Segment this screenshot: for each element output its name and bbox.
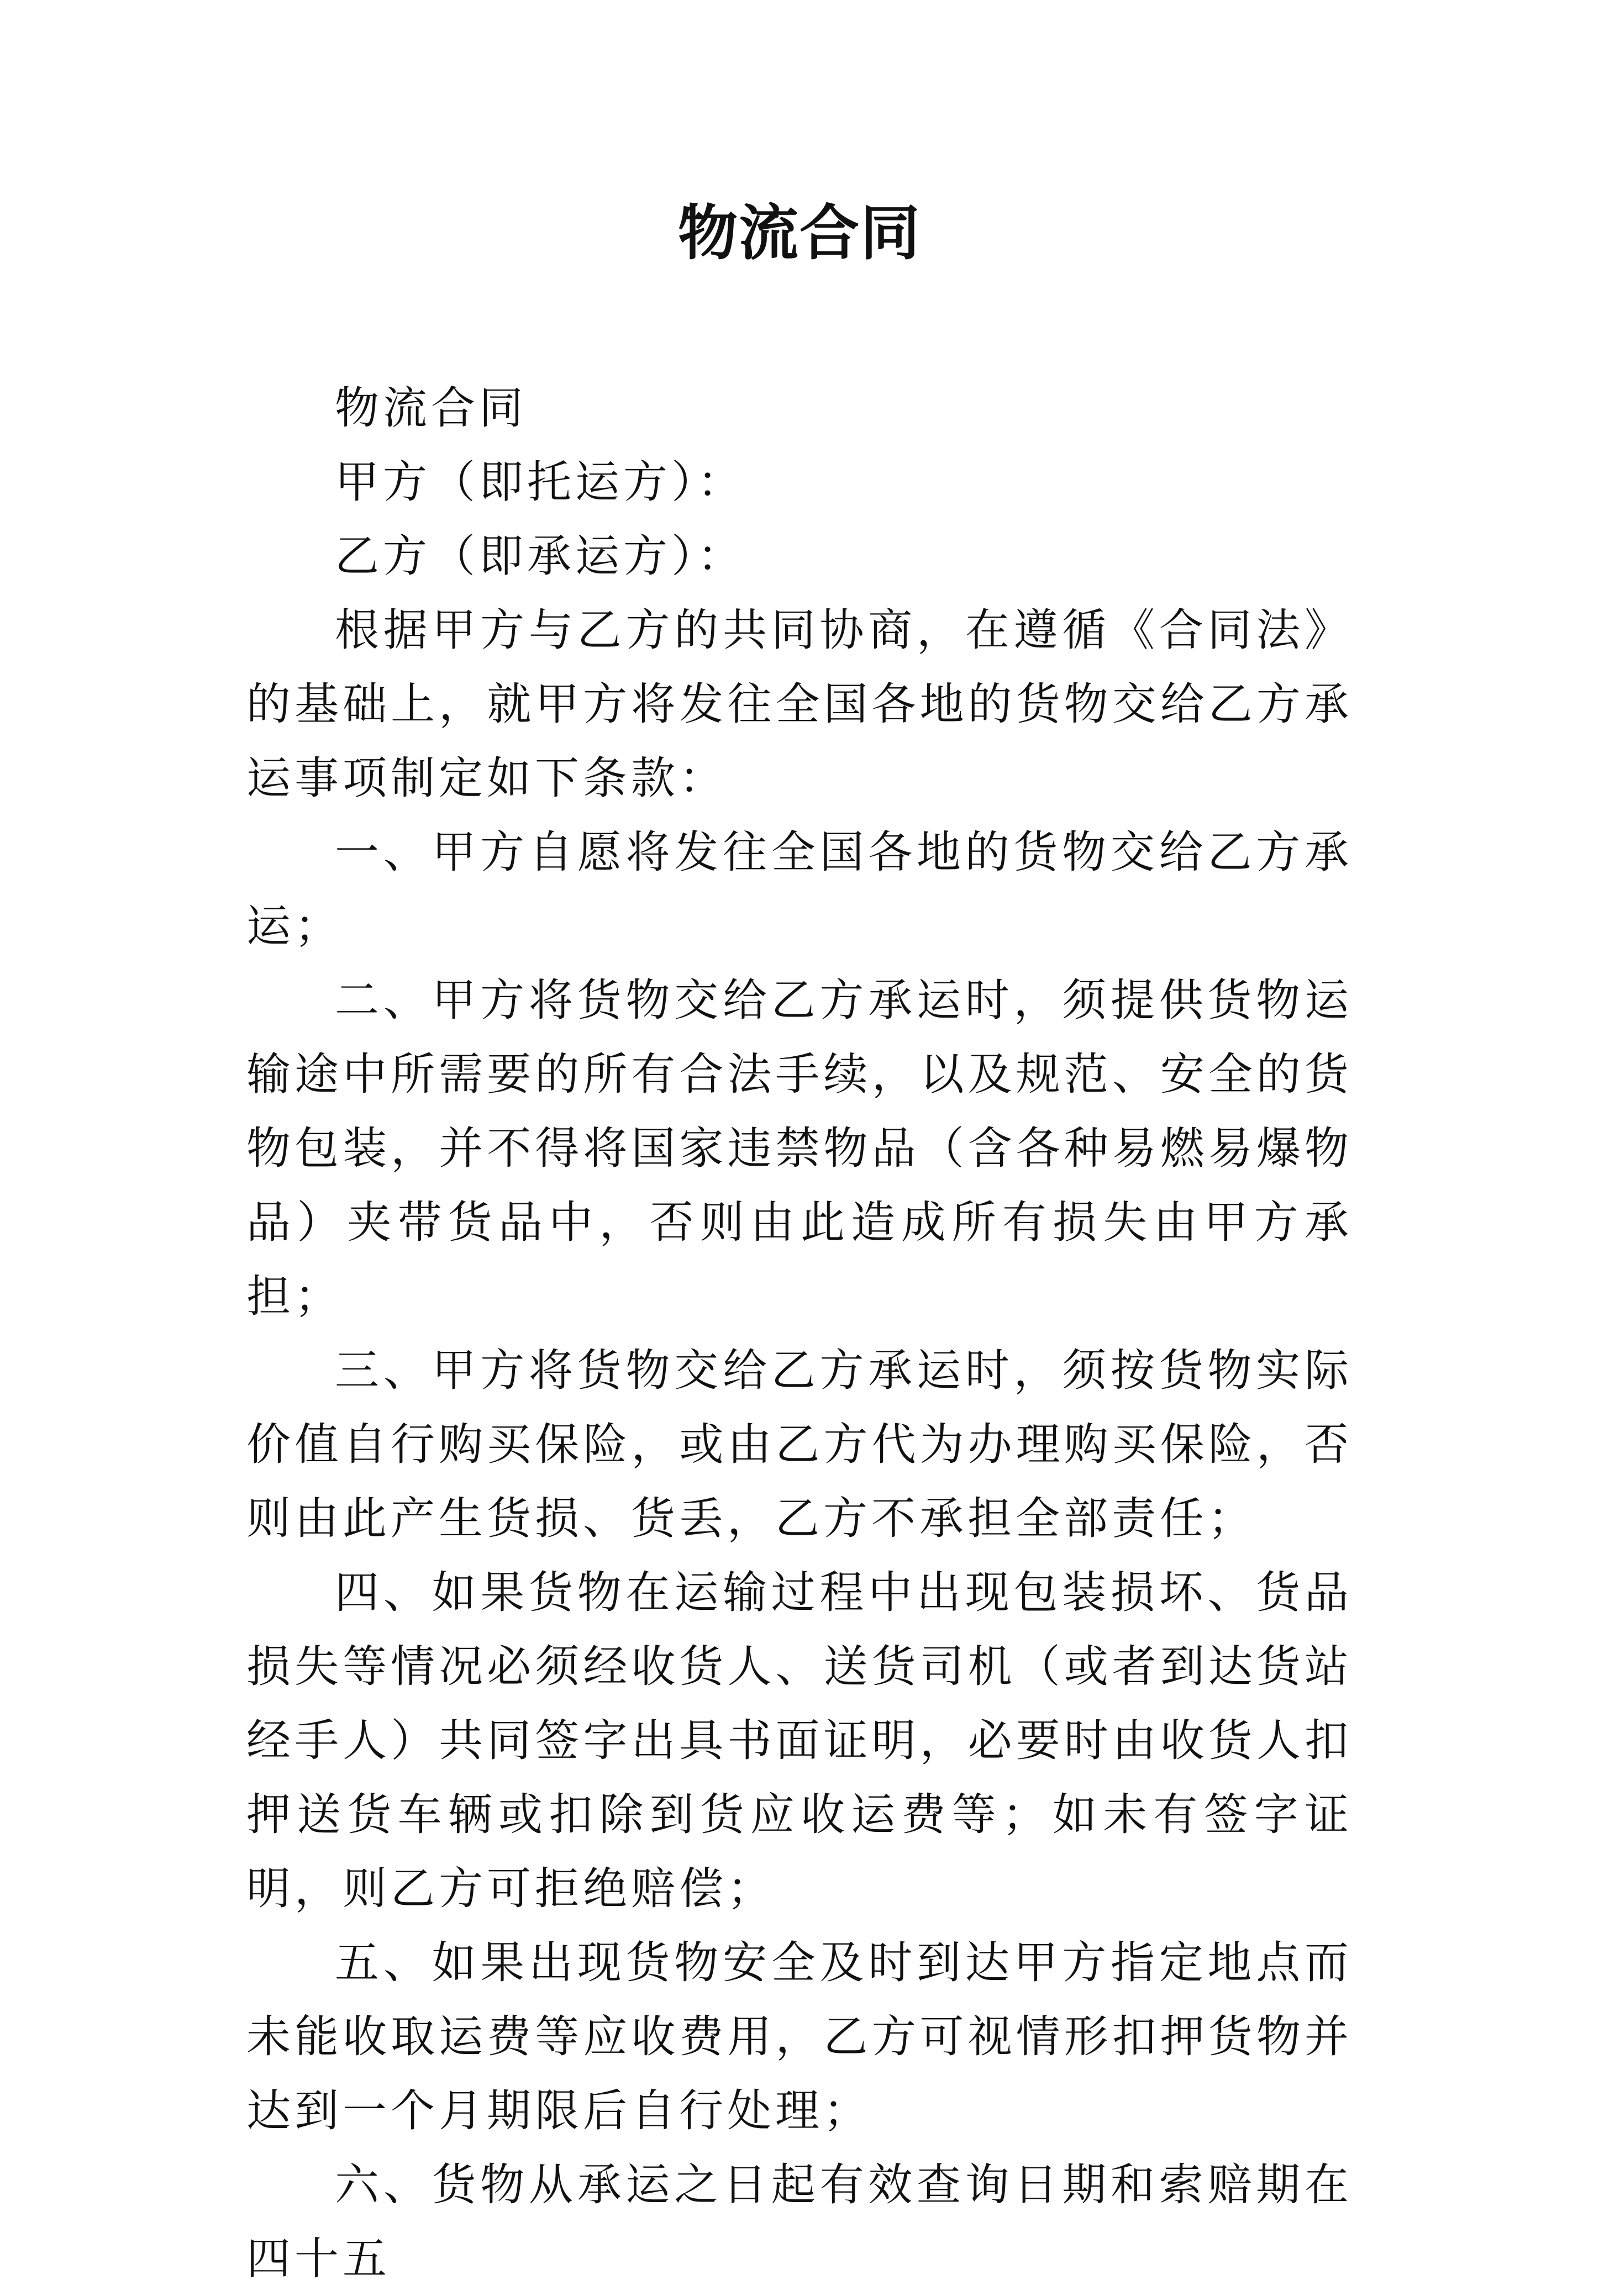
paragraph-clause-3: 三、甲方将货物交给乙方承运时，须按货物实际价值自行购买保险，或由乙方代为办理购买保险，否则由此产生货损、货丢，乙方不承担全部责任；	[246, 1345, 1353, 1544]
paragraph-party-a: 甲方（即托运方）：	[335, 456, 745, 508]
paragraph-clause-5: 五、如果出现货物安全及时到达甲方指定地点而未能收取运费等应收费用，乙方可视情形扣押货物并达到一个月期限后自行处理；	[246, 1937, 1353, 2136]
paragraph-party-b: 乙方（即承运方）：	[335, 530, 745, 582]
paragraph-clause-6: 六、货物从承运之日起有效查询日期和索赔期在四十五	[246, 2159, 1353, 2284]
paragraph-clause-1: 一、甲方自愿将发往全国各地的货物交给乙方承运；	[246, 826, 1353, 952]
document-title: 物流合同	[677, 198, 921, 268]
paragraph-heading: 物流合同	[335, 382, 527, 434]
document-body	[246, 371, 1353, 2296]
paragraph-preamble: 根据甲方与乙方的共同协商，在遵循《合同法》的基础上，就甲方将发往全国各地的货物交给乙方承运事项制定如下条款：	[246, 604, 1353, 804]
paragraph-clause-4: 四、如果货物在运输过程中出现包装损坏、货品损失等情况必须经收货人、送货司机（或者到达货站经手人）共同签字出具书面证明，必要时由收货人扣押送货车辆或扣除到货应收运费等；如未有签字证明，则乙方可拒绝赔偿；	[246, 1567, 1353, 1914]
paragraph-clause-2: 二、甲方将货物交给乙方承运时，须提供货物运输途中所需要的所有合法手续，以及规范、安全的货物包装，并不得将国家违禁物品（含各种易燃易爆物品）夹带货品中，否则由此造成所有损失由甲方承担；	[246, 975, 1353, 1322]
